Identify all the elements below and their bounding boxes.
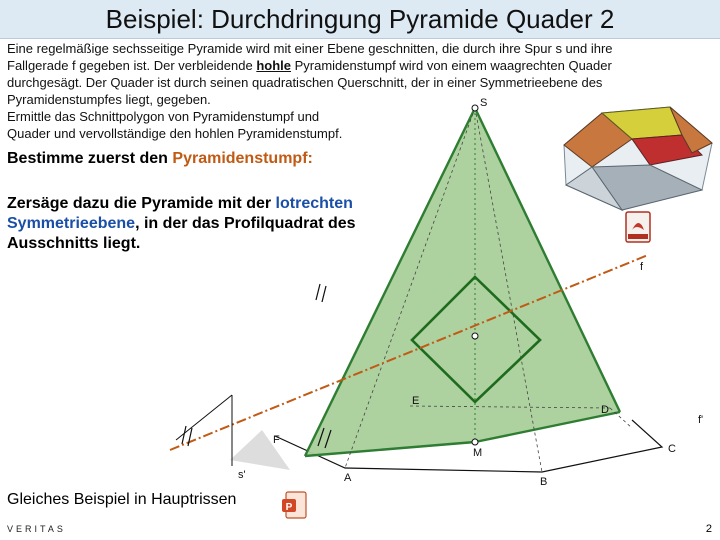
step-2-part-1: Zersäge dazu die Pyramide mit der — [7, 195, 276, 212]
intro-text-before: Eine regelmäßige sechsseitige Pyramide wird mit einer Ebene geschnitten, die durch ihre Spur s und ihre Fallgerade f gegeben ist. Der verbleidende — [7, 41, 613, 73]
label-s-prime: s' — [238, 469, 246, 481]
pyramid-face — [305, 108, 620, 456]
label-m: M — [473, 447, 483, 459]
label-s: S — [480, 97, 488, 109]
step-1-text: Bestimme zuerst den — [7, 150, 173, 167]
veritas-logo — [7, 524, 66, 534]
label-e: E — [412, 395, 420, 407]
point-s — [472, 105, 478, 111]
step-1-highlight: Pyramidenstumpf: — [172, 150, 313, 167]
intro-text-after: Pyramidenstumpf wird von einem waagrechten Quader durchgesägt. Der Quader ist durch seinen quadratischen Querschnitt, der in einer Symmetrieebene des Pyramidenstumpfes liegt, gegeben. — [7, 58, 612, 107]
parallel-mark-1 — [316, 284, 320, 300]
intro-line-2: Ermittle das Schnittpolygon von Pyramidenstumpf und — [7, 109, 320, 124]
label-b: B — [540, 476, 548, 488]
label-f-prime: f' — [698, 414, 704, 426]
parallel-mark-4 — [188, 428, 192, 446]
intro-highlight-hohle: hohle — [256, 58, 291, 73]
powerpoint-file-icon[interactable] — [280, 490, 310, 520]
label-f: f — [640, 261, 644, 273]
label-a: A — [344, 472, 352, 484]
footer-link[interactable]: Gleiches Beispiel in Hauptrissen — [7, 491, 237, 508]
point-m — [472, 439, 478, 445]
label-d: D — [601, 404, 609, 416]
parallel-mark-2 — [322, 286, 326, 302]
ground-shadow — [230, 430, 290, 470]
step-2-part-2: , in der das Profilquadrat des Ausschnitts liegt. — [7, 215, 356, 252]
logo-text: VERITAS — [7, 524, 66, 534]
step-2-highlight: lotrechten Symmetrieebene — [7, 195, 353, 232]
svg-text:P: P — [285, 502, 293, 513]
point-center — [472, 333, 478, 339]
page-title: Beispiel: Durchdringung Pyramide Quader 2 — [105, 4, 615, 34]
intro-line-3: Quader und vervollständige den hohlen Pyramidenstumpf. — [7, 126, 343, 141]
label-f-point: F — [273, 434, 280, 446]
pdf-file-icon[interactable] — [622, 210, 656, 244]
page-number: 2 — [705, 523, 712, 535]
label-c: C — [668, 443, 676, 455]
